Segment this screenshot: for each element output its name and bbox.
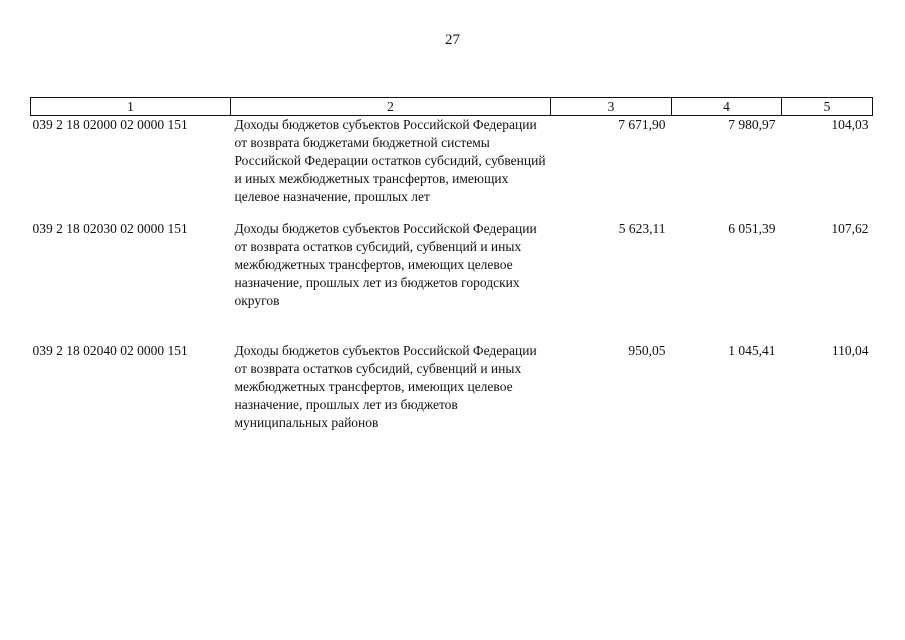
budget-revenue-table	[30, 97, 873, 432]
column-header-2: 2	[231, 98, 551, 116]
column-header-1: 1	[31, 98, 231, 116]
table-body	[31, 116, 873, 433]
budget-code-cell: 039 2 18 02030 02 0000 151	[32, 221, 188, 236]
column-header-5: 5	[782, 98, 873, 116]
budget-code-cell: 039 2 18 02000 02 0000 151	[32, 117, 188, 132]
value-col3-cell: 5 623,11	[618, 221, 666, 236]
description-cell: Доходы бюджетов субъектов Российской Федерации от возврата остатков субсидий, субвенций и иных межбюджетных трансфертов, имеющих целевое назначение, прошлых лет из бюджетов городских округов	[234, 221, 537, 308]
table-row	[31, 342, 873, 432]
header-row	[31, 98, 873, 116]
description-cell: Доходы бюджетов субъектов Российской Федерации от возврата бюджетами бюджетной системы Российской Федерации остатков субсидий, субвенций и иных межбюджетных трансфертов, имеющих целевое назначение, прошлых лет	[234, 117, 546, 204]
column-header-3: 3	[551, 98, 672, 116]
value-col5-cell: 104,03	[831, 117, 869, 132]
value-col5-cell: 107,62	[831, 221, 869, 236]
value-col3-cell: 950,05	[628, 343, 666, 358]
value-col5-cell: 110,04	[831, 343, 869, 358]
table-row	[31, 116, 873, 221]
value-col4-cell: 6 051,39	[728, 221, 776, 236]
value-col3-cell: 7 671,90	[618, 117, 666, 132]
page-number: 27	[445, 32, 460, 48]
value-col4-cell: 1 045,41	[728, 343, 776, 358]
value-col4-cell: 7 980,97	[728, 117, 776, 132]
table-row	[31, 220, 873, 342]
column-header-4: 4	[672, 98, 782, 116]
table-header	[31, 98, 873, 116]
budget-code-cell: 039 2 18 02040 02 0000 151	[32, 343, 188, 358]
description-cell: Доходы бюджетов субъектов Российской Федерации от возврата остатков субсидий, субвенций и иных межбюджетных трансфертов, имеющих целевое назначение, прошлых лет из бюджетов муниципальных районов	[234, 343, 537, 430]
